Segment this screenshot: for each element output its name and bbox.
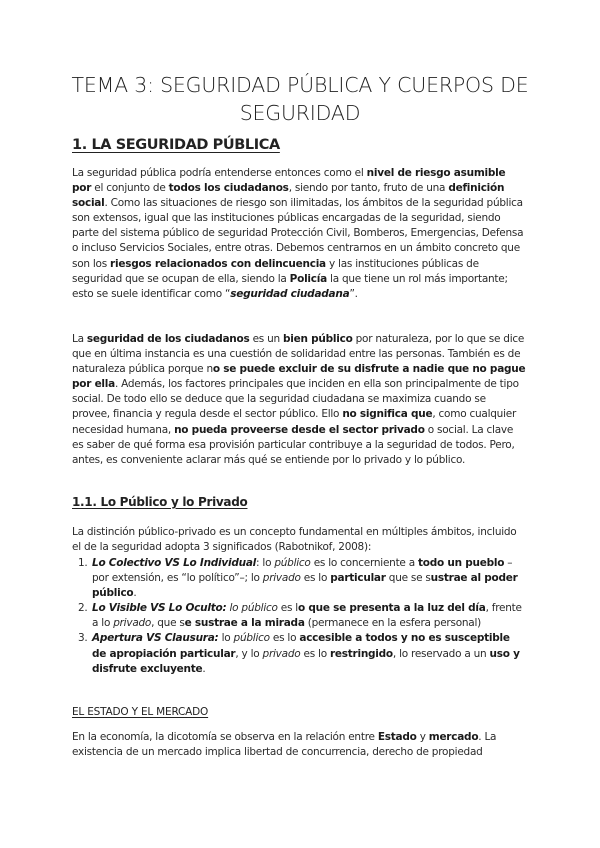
text-run: , siendo por tanto, fruto de una (288, 182, 449, 195)
text-run: –por extensión, es “lo político”–; lo (92, 557, 513, 585)
italic-text: público (274, 557, 311, 569)
text-run: , como cualquier necesidad humana, (72, 408, 517, 436)
text-run: , que s (151, 617, 185, 630)
bold-text: accesible a todos y no es susceptible de apropiación particular (92, 632, 510, 660)
bold-text: ustrae al poder público (92, 572, 518, 600)
text-run: (permanece en la esfera personal) (304, 617, 481, 630)
bold-text: e sustrae a la mirada (184, 617, 305, 630)
text-run: es lo (300, 572, 331, 585)
text-run: es lo (300, 647, 330, 660)
list-item (72, 601, 526, 631)
text-run: es lo (269, 632, 300, 645)
text-run: . (133, 587, 137, 600)
page-title: TEMA 3: SEGURIDAD PÚBLICA Y CUERPOS DE SEGURIDAD (71, 73, 529, 125)
bold-text: no significa que (342, 408, 433, 421)
bold-text: todos los ciudadanos (168, 182, 289, 195)
text-run: que se s (385, 572, 431, 585)
italic-text: privado (262, 647, 301, 660)
text-run: lo (218, 632, 234, 645)
text-run: . (202, 662, 206, 675)
bold-text: seguridad de los ciudadanos (86, 333, 250, 345)
text-run: o social. La clave es saber de qué forma esa provisión particular contribuye a la seguridad de todos. Pero, antes, es conveniente aclarar más qué se entiende por lo privado y lo público. (72, 423, 515, 466)
text-run: y las instituciones públicas de seguridad que se ocupan de ella, siendo la (72, 257, 479, 285)
text-run: la que tiene un rol más importante; esto se suele identificar como “ (72, 272, 508, 300)
list-item (72, 556, 526, 601)
italic-text: privado (113, 617, 152, 630)
bold-text: restringido (329, 647, 393, 660)
paragraph-estado-mercado (72, 730, 526, 760)
text-run: es un (249, 333, 284, 345)
text-run: es l (277, 602, 298, 615)
emphasis-text: seguridad ciudadana (230, 287, 350, 300)
text-run: el conjunto de (91, 182, 169, 195)
list-item (72, 631, 526, 676)
text-run: La seguridad pública podría entenderse entonces como el (72, 167, 367, 179)
text-run: , y lo (235, 647, 263, 660)
text-run: La (72, 333, 87, 345)
emphasis-text: Apertura VS Clausura: (92, 632, 219, 645)
text-run: , lo reservado a un (392, 647, 490, 660)
section-heading-seguridad-publica: 1. LA SEGURIDAD PÚBLICA (72, 137, 280, 153)
bold-text: nivel de riesgo asumible por (72, 167, 506, 195)
bold-text: o que se presenta a la luz del día (297, 602, 486, 615)
bold-italic-text (230, 288, 349, 300)
paragraph-seguridad-publica (72, 166, 526, 302)
bold-text: uso y disfrute excluyente (92, 647, 520, 675)
paragraph-seguridad-ciudadanos (72, 332, 526, 468)
bold-text: Policía (289, 272, 327, 285)
subheading-estado-mercado: EL ESTADO Y EL MERCADO (72, 706, 209, 718)
bold-text: riesgos relacionados con delincuencia (110, 257, 326, 270)
significados-list (72, 556, 526, 677)
bold-italic-text (92, 632, 219, 644)
text-run: . Como las situaciones de riesgo son ilimitadas, los ámbitos de la seguridad pública son extensos, igual que las instituciones públicas encargadas de la seguridad, siendo parte del sistema público de seguridad Protección Civil, Bomberos, Emergencias, Defensa o incluso Servicios Sociales, entre otras. Debemos centrarnos en un ámbito concreto que son los (72, 197, 524, 270)
bold-text: Estado (377, 731, 417, 743)
text-run: , frente a lo (92, 602, 522, 630)
paragraph-distincion (72, 525, 526, 555)
bold-italic-text (92, 602, 226, 614)
italic-text: privado (262, 572, 301, 585)
bold-text: bien público (283, 333, 353, 345)
text-run: y (416, 731, 429, 743)
bold-text: definición social (72, 182, 505, 210)
text-run: . La existencia de un mercado implica libertad de concurrencia, derecho de propiedad (72, 731, 497, 759)
bold-text: particular (330, 572, 386, 585)
list-item-number: 1. (78, 557, 88, 569)
emphasis-text: Lo Visible VS Lo Oculto: (92, 602, 227, 615)
text-run: En la economía, la dicotomía se observa en la relación entre (72, 731, 378, 743)
text-run: La distinción público-privado es un concepto fundamental en múltiples ámbitos, incluido el de la seguridad adopta 3 significados (Rabotnikof, 2008): (72, 526, 517, 554)
italic-text: público (233, 632, 270, 645)
text-run: ”. (349, 287, 358, 300)
bold-text: mercado (428, 731, 479, 743)
text-run: . Además, los factores principales que inciden en ella son principalmente de tipo social. De todo ello se deduce que la seguridad ciudadana se maximiza cuando se provee, financia y regula desde el sector público. Ello (72, 378, 519, 421)
bold-text: todo un pueblo (418, 557, 505, 569)
italic-text: lo público (229, 602, 278, 615)
list-item-number: 2. (78, 602, 88, 615)
list-item-number: 3. (78, 632, 88, 645)
subsection-heading-publico-privado: 1.1. Lo Público y lo Privado (72, 495, 248, 509)
emphasis-text: Lo Colectivo VS Lo Individual (92, 557, 257, 569)
text-run: : lo (256, 557, 275, 569)
text-run: por naturaleza, por lo que se dice que en última instancia es una cuestión de solidaridad entre las personas. También es de naturaleza pública porque n (72, 333, 525, 376)
bold-text: o se puede excluir de su disfrute a nadie que no pague por ella (72, 363, 526, 391)
text-run: es lo concerniente a (310, 557, 418, 569)
bold-text: no pueda proveerse desde el sector privado (174, 423, 425, 436)
bold-italic-text (92, 557, 256, 569)
